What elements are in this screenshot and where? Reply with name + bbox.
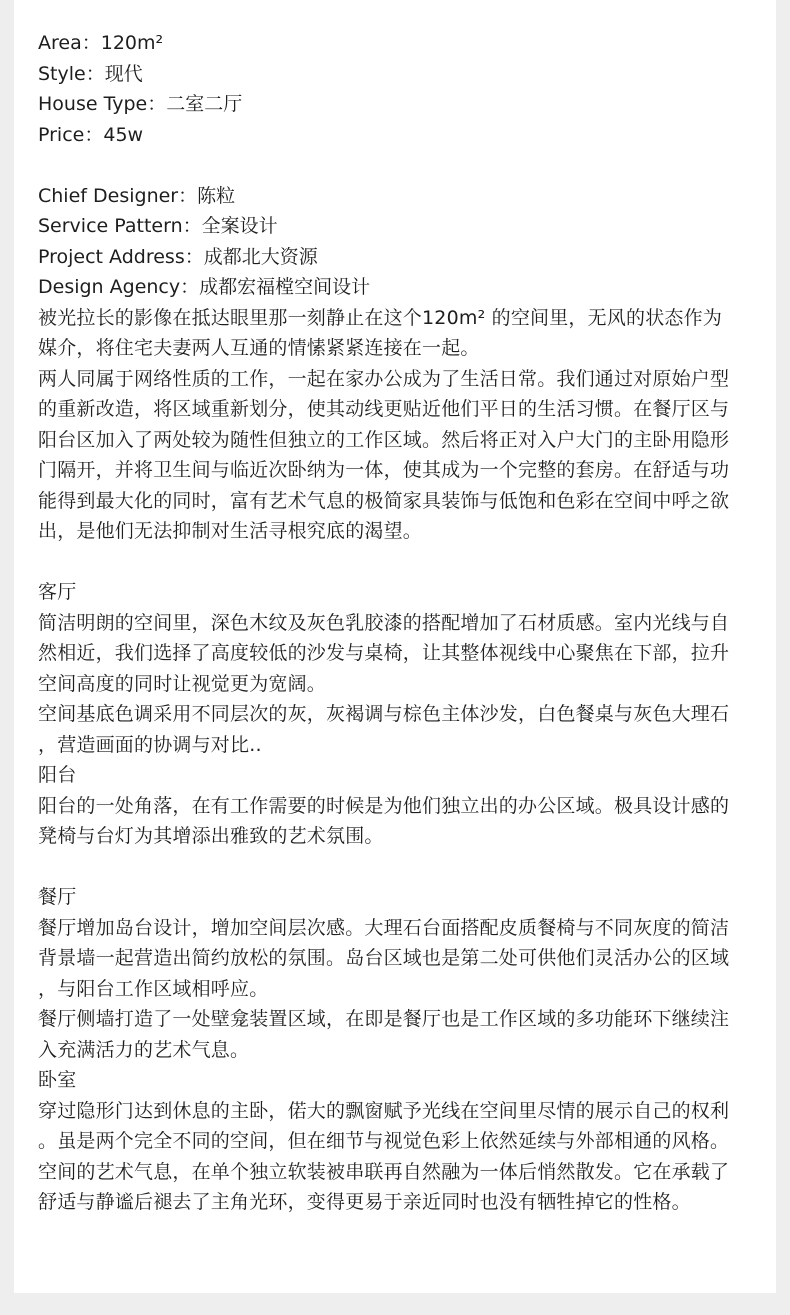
info-service-pattern: Service Pattern：全案设计 — [38, 215, 278, 237]
living-room-heading: 客厅 — [38, 581, 77, 603]
spacer — [38, 150, 750, 181]
info-chief-designer: Chief Designer：陈粒 — [38, 184, 236, 207]
intro-line: 被光拉长的影像在抵达眼里那一刻静止在这个120m² 的空间里，无风的状态作为 — [38, 306, 723, 329]
bedroom-line: 穿过隐形门达到休息的主卧，偌大的飘窗赋予光线在空间里尽情的展示自己的权利 — [38, 1099, 730, 1122]
intro-line: 两人同属于网络性质的工作，一起在家办公成为了生活日常。我们通过对原始户型 — [38, 367, 730, 390]
living-room-section — [38, 577, 750, 760]
dining-line: 餐厅增加岛台设计，增加空间层次感。大理石台面搭配皮质餐椅与不同灰度的简洁 — [38, 916, 730, 939]
dining-heading: 餐厅 — [38, 886, 77, 908]
balcony-line: 凳椅与台灯为其增添出雅致的艺术氛围。 — [38, 825, 384, 847]
dining-line: 入充满活力的艺术气息。 — [38, 1038, 250, 1061]
info-style: Style：现代 — [38, 62, 143, 85]
article-content — [38, 28, 750, 1218]
intro-line: 能得到最大化的同时，富有艺术气息的极简家具装饰与低饱和色彩在空间中呼之欲 — [38, 489, 730, 512]
article-card — [14, 0, 776, 1293]
info-house-type: House Type：二室二厅 — [38, 93, 243, 115]
intro-line: 出，是他们无法抑制对生活寻根究底的渴望。 — [38, 520, 423, 542]
balcony-line: 阳台的一处角落，在有工作需要的时候是为他们独立出的办公区域。极具设计感的 — [38, 794, 730, 817]
project-info — [38, 28, 750, 303]
intro-line: 的重新改造，将区域重新划分，使其动线更贴近他们平日的生活习惯。在餐厅区与 — [38, 398, 730, 420]
bedroom-line: 空间的艺术气息，在单个独立软装被串联再自然融为一体后悄然散发。它在承载了 — [38, 1160, 730, 1183]
balcony-heading: 阳台 — [38, 764, 77, 786]
intro-line: 阳台区加入了两处较为随性但独立的工作区域。然后将正对入户大门的主卧用隐形 — [38, 428, 730, 451]
intro-line: 门隔开，并将卫生间与临近次卧纳为一体，使其成为一个完整的套房。在舒适与功 — [38, 459, 730, 481]
intro-line: 媒介，将住宅夫妻两人互通的情愫紧紧连接在一起。 — [38, 337, 480, 359]
info-area: Area：120m² — [38, 32, 164, 54]
info-project-address: Project Address：成都北大资源 — [38, 245, 318, 268]
info-design-agency: Design Agency：成都宏福樘空间设计 — [38, 276, 371, 298]
dining-section — [38, 882, 750, 1065]
living-room-line: 空间基底色调采用不同层次的灰，灰褐调与棕色主体沙发，白色餐桌与灰色大理石 — [38, 703, 730, 725]
living-room-line: 然相近，我们选择了高度较低的沙发与桌椅，让其整体视线中心聚焦在下部，拉升 — [38, 642, 730, 664]
info-price: Price：45w — [38, 123, 144, 146]
dining-line: 餐厅侧墙打造了一处壁龛装置区域，在即是餐厅也是工作区域的多功能环下继续注 — [38, 1008, 730, 1030]
bedroom-section — [38, 1065, 750, 1218]
bedroom-line: 。虽是两个完全不同的空间，但在细节与视觉色彩上依然延续与外部相通的风格。 — [38, 1130, 730, 1152]
dining-line: 背景墙一起营造出简约放松的氛围。岛台区域也是第二处可供他们灵活办公的区域 — [38, 947, 730, 969]
spacer — [38, 547, 750, 578]
living-room-line: 空间高度的同时让视觉更为宽阔。 — [38, 672, 327, 695]
balcony-section — [38, 760, 750, 852]
spacer — [38, 852, 750, 883]
living-room-line: 简洁明朗的空间里，深色木纹及灰色乳胶漆的搭配增加了石材质感。室内光线与自 — [38, 611, 730, 634]
bedroom-line: 舒适与静谧后褪去了主角光环，变得更易于亲近同时也没有牺牲掉它的性格。 — [38, 1191, 691, 1213]
dining-line: ，与阳台工作区域相呼应。 — [38, 977, 269, 1000]
living-room-line: ，营造画面的协调与对比.. — [38, 733, 262, 756]
intro-section — [38, 303, 750, 547]
bedroom-heading: 卧室 — [38, 1069, 77, 1091]
